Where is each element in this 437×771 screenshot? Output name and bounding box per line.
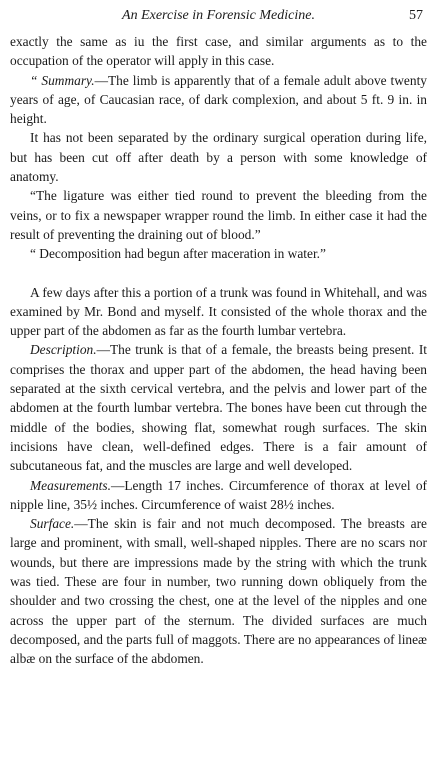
paragraph-summary (10, 71, 427, 129)
paragraph-measurements (10, 476, 427, 515)
paragraph-ligature (10, 186, 427, 244)
running-title: An Exercise in Forensic Medicine. (122, 8, 315, 23)
paragraph-text: A few days after this a portion of a trunk was found in Whitehall, and was examined by Mr. Bond and myself. It consisted of the whole thorax and the upper part of the abdomen as far as the fourth lumbar vertebra. (10, 284, 427, 339)
paragraph-text: It has not been separated by the ordinary surgical operation during life, but has been cut off after death by a person with some knowledge of anatomy. (10, 130, 427, 185)
paragraph-text: exactly the same as iu the first case, and similar arguments as to the occupation of the operator will apply in this case. (10, 34, 427, 69)
paragraph-text: “The ligature was either tied round to prevent the bleeding from the veins, or to fix a newspaper wrapper round the limb. In either case it had the result of preventing the draining out of blood.” (10, 188, 427, 242)
paragraph-lead: Measurements. (30, 477, 111, 493)
paragraph-lead: “ Summary. (30, 72, 95, 88)
paragraph-text: “ Decomposition had begun after maceration in water.” (30, 246, 326, 262)
paragraph-decomposition (10, 244, 427, 263)
paragraph-text: —The limb is apparently that of a female adult above twenty years of age, of Caucasian race, of dark complexion, and about 5 ft. 9 in. in height. (10, 72, 427, 127)
body-text (10, 32, 427, 669)
paragraph-separation (10, 128, 427, 186)
paragraph-surface (10, 514, 427, 668)
paragraph-lead: Description. (30, 342, 97, 358)
running-head (10, 6, 427, 26)
page-number: 57 (409, 8, 423, 23)
paragraph-text: —Length 17 inches. Circumference of thorax at level of nipple line, 35½ inches. Circumference of waist 28½ inches. (10, 477, 427, 512)
paragraph-text: —The skin is fair and not much decomposed. The breasts are large and prominent, with small, well-shaped nipples. There are no scars nor wounds, but there are impressions made by the string with which the trunk was tied. These are four in number, two running down obliquely from the shoulder and two crossing the chest, one at the level of the nipples and one across the upper part of the sternum. The divided surfaces are much decomposed, and the parts full of maggots. There are no appearances of lineæ albæ on the surface of the abdomen. (10, 516, 427, 667)
paragraph-text: —The trunk is that of a female, the breasts being present. It comprises the thorax and upper part of the abdomen, the head having been separated at the sixth cervical vertebra, and the pelvis and lower part of the abdomen at the fourth lumbar vertebra. The bones have been cut through the middle of the bodies, showing flat, somewhat rough surfaces. The skin incisions have clean, well-defined edges. There is a fair amount of subcutaneous fat, and the muscles are large and well developed. (10, 342, 427, 474)
paragraph-description (10, 340, 427, 475)
paragraph-lead: Surface. (30, 516, 75, 532)
paragraph-trunk-found (10, 283, 427, 341)
paragraph-continuation (10, 32, 427, 71)
